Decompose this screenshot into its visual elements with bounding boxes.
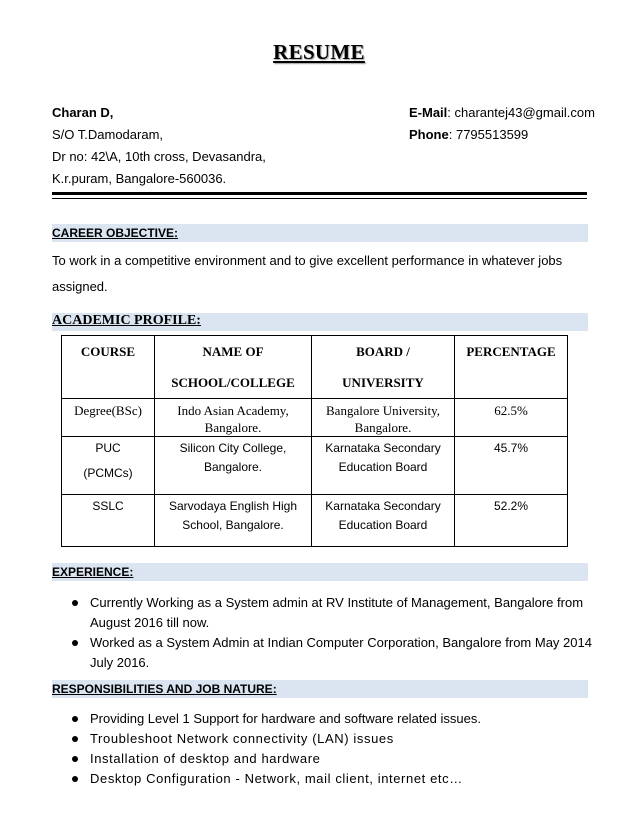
percentage-cell: 45.7% [455,437,568,495]
percentage-cell: 62.5% [455,399,568,437]
list-item: Desktop Configuration - Network, mail client, internet etc… [52,769,592,789]
bullet-icon [72,640,78,646]
course-cell: PUC (PCMCs) [62,437,155,495]
resume-title: RESUME [273,40,365,64]
percentage-cell: 52.2% [455,495,568,547]
table-header-row [62,336,568,399]
list-item: Troubleshoot Network connectivity (LAN) issues [52,729,592,749]
table-row [62,437,568,495]
board-cell: Karnataka Secondary Education Board [312,495,455,547]
header-divider-thick [52,192,587,195]
candidate-name: Charan D, [52,105,114,120]
board-cell: Karnataka Secondary Education Board [312,437,455,495]
header-board: BOARD / UNIVERSITY [312,336,455,399]
contact-address-block [52,102,266,190]
responsibilities-heading: RESPONSIBILITIES AND JOB NATURE: [52,682,277,696]
bullet-icon [72,756,78,762]
address-line: S/O T.Damodaram, [52,127,164,142]
school-cell: Indo Asian Academy, Bangalore. [155,399,312,437]
career-objective-text-line: To work in a competitive environment and to give excellent performance in whatever jobs [52,253,563,268]
bullet-icon [72,716,78,722]
list-item: Installation of desktop and hardware [52,749,592,769]
responsibilities-list [52,709,592,789]
contact-info-block [409,102,595,146]
email-line [409,102,595,124]
header-school: NAME OF SCHOOL/COLLEGE [155,336,312,399]
header-course: COURSE [62,336,155,399]
table-row [62,399,568,437]
email-label: E-Mail [409,105,448,120]
phone-value: : 7795513599 [448,127,529,142]
school-cell: Silicon City College, Bangalore. [155,437,312,495]
email-value: : charantej43@gmail.com [447,105,595,120]
header-divider-thin [52,198,587,199]
academic-profile-heading: ACADEMIC PROFILE: [52,313,201,328]
academic-table [61,335,568,547]
bullet-icon [72,776,78,782]
course-cell: Degree(BSc) [62,399,155,437]
course-cell: SSLC [62,495,155,547]
school-cell: Sarvodaya English High School, Bangalore. [155,495,312,547]
phone-line [409,124,595,146]
phone-label: Phone [409,127,449,142]
experience-heading: EXPERIENCE: [52,565,134,579]
table-row [62,495,568,547]
career-objective-text-line: assigned. [52,279,108,294]
board-cell: Bangalore University, Bangalore. [312,399,455,437]
list-item: Providing Level 1 Support for hardware and software related issues. [52,709,592,729]
address-line: Dr no: 42\A, 10th cross, Devasandra, [52,149,266,164]
header-percentage: PERCENTAGE [455,336,568,399]
bullet-icon [72,600,78,606]
list-item: Worked as a System Admin at Indian Computer Corporation, Bangalore from May 2014 July 2016. [52,633,592,673]
list-item: Currently Working as a System admin at RV Institute of Management, Bangalore from August 2016 till now. [52,593,592,633]
address-line: K.r.puram, Bangalore-560036. [52,171,227,186]
experience-list [52,593,592,673]
career-objective-heading: CAREER OBJECTIVE: [52,226,179,240]
bullet-icon [72,736,78,742]
